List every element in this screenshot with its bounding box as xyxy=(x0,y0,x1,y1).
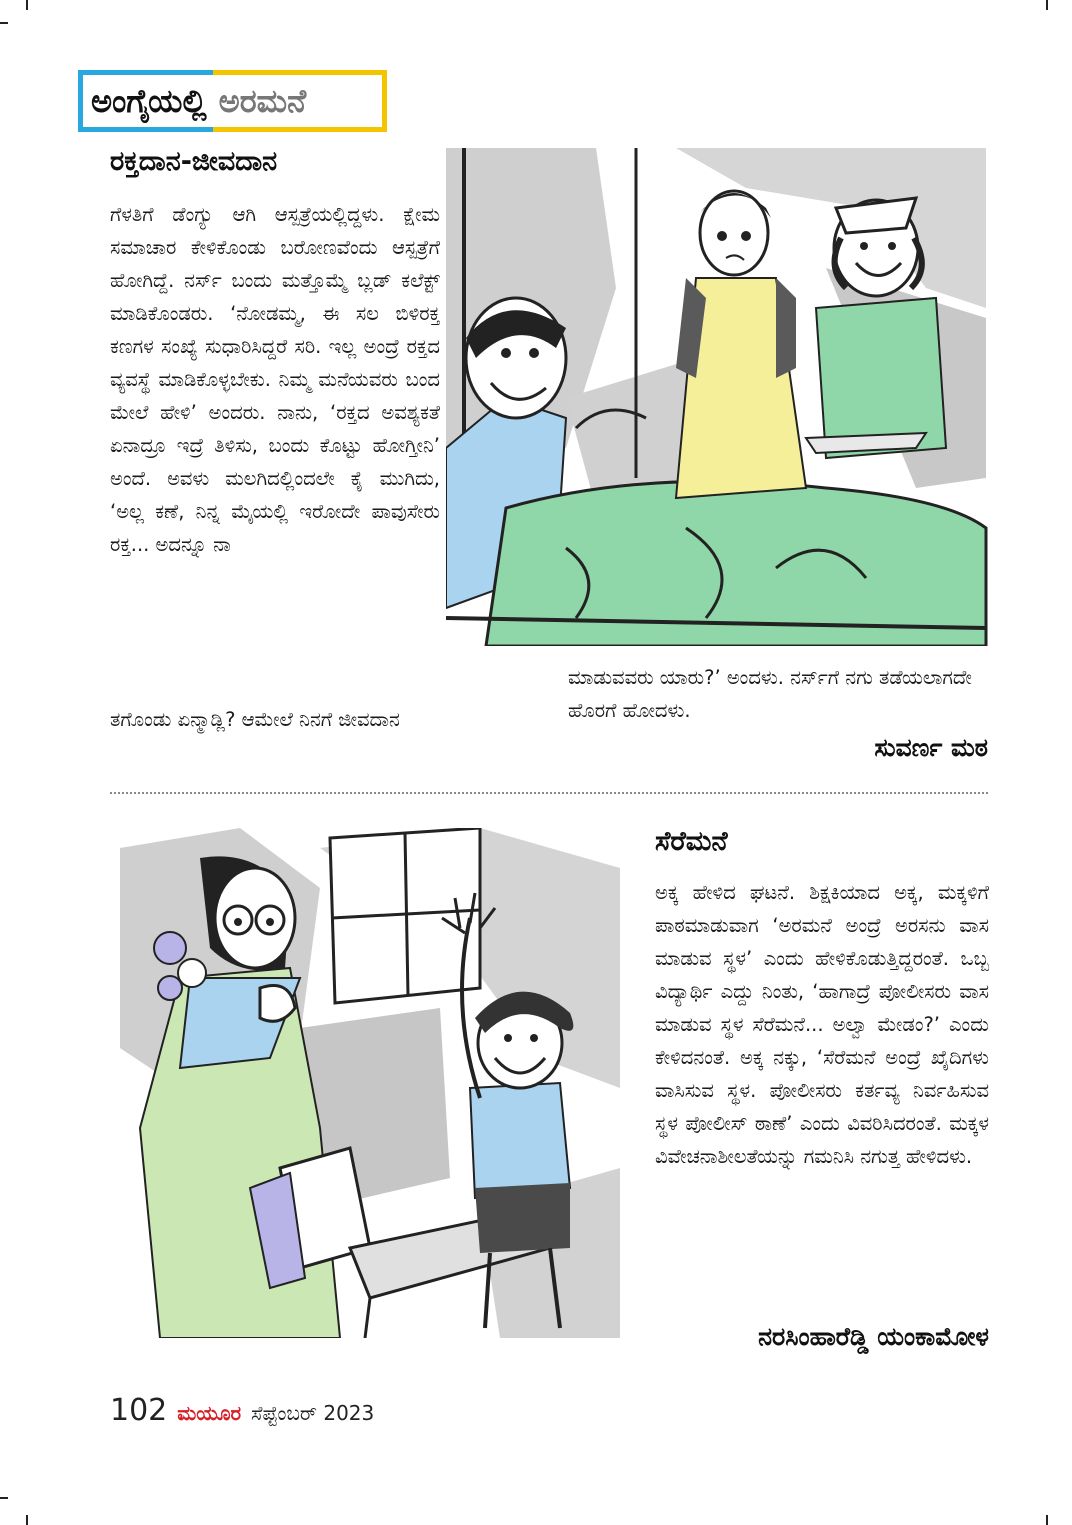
crop-mark xyxy=(26,0,28,10)
section-logo-right: ಅರಮನೆ xyxy=(213,70,387,132)
story1-body-wide xyxy=(110,703,530,736)
classroom-illustration xyxy=(120,828,620,1338)
page-footer xyxy=(110,1393,374,1428)
story1-paragraph-right: ಮಾಡುವವರು ಯಾರು?’ ಅಂದಳು. ನರ್ಸ್‌ಗೆ ನಗು ತಡೆಯಲಾಗದೇ ಹೊರಗೆ ಹೋದಳು. xyxy=(568,666,972,722)
crop-mark xyxy=(1046,0,1048,10)
crop-mark xyxy=(1046,1515,1048,1525)
classroom-illustration-drawing xyxy=(120,828,620,1338)
story1-body-right xyxy=(568,661,988,727)
story2-title: ಸೆರೆಮನೆ xyxy=(655,826,728,857)
crop-mark xyxy=(26,1515,28,1525)
crop-mark xyxy=(0,1497,8,1499)
story2-author: ನರಸಿಂಹಾರೆಡ್ಡಿ ಯಂಕಾಮೋಳ xyxy=(758,1322,989,1351)
issue-date: ಸೆಪ್ಟೆಂಬರ್ 2023 xyxy=(251,1401,375,1425)
section-logo xyxy=(78,70,387,132)
story1-paragraph-wide: ತಗೊಂಡು ಏನ್ಮಾಡ್ಲಿ? ಆಮೇಲೆ ನಿನಗೆ ಜೀವದಾನ xyxy=(110,708,400,731)
hospital-illustration xyxy=(446,148,988,646)
story1-title: ರಕ್ತದಾನ-ಜೀವದಾನ xyxy=(110,146,278,177)
story-divider xyxy=(110,792,988,794)
section-logo-left: ಅಂಗೈಯಲ್ಲಿ xyxy=(78,70,213,132)
story1-body-main xyxy=(110,198,440,660)
story1-author: ಸುವರ್ಣ ಮಠ xyxy=(874,733,988,762)
magazine-name: ಮಯೂರ xyxy=(177,1401,242,1425)
page-number: 102 xyxy=(110,1393,168,1428)
crop-mark xyxy=(0,22,8,24)
story1-paragraph-main: ಗೆಳತಿಗೆ ಡೆಂಗ್ಯು ಆಗಿ ಆಸ್ಪತ್ರೆಯಲ್ಲಿದ್ದಳು. ಕ್ಷೇಮ ಸಮಾಚಾರ ಕೇಳಿಕೊಂಡು ಬರೋಣವೆಂದು ಆಸ್ಪತ್ರೆಗೆ ಹೋಗಿದ್ದೆ. ನರ್ಸ್ ಬಂದು ಮತ್ತೊಮ್ಮೆ ಬ್ಲಡ್ ಕಲೆಕ್ಟ್ ಮಾಡಿಕೊಂಡರು. ‘ನೋಡಮ್ಮ, ಈ ಸಲ ಬಿಳಿರಕ್ತ ಕಣಗಳ ಸಂಖ್ಯೆ ಸುಧಾರಿಸಿದ್ದರೆ ಸರಿ. ಇಲ್ಲ ಅಂದ್ರೆ ರಕ್ತದ ವ್ಯವಸ್ಥೆ ಮಾಡಿಕೊಳ್ಳಬೇಕು. ನಿಮ್ಮ ಮನೆಯವರು ಬಂದ ಮೇಲೆ ಹೇಳಿ’ ಅಂದರು. ನಾನು, ‘ರಕ್ತದ ಅವಶ್ಯಕತೆ ಏನಾದ್ರೂ ಇದ್ರೆ ತಿಳಿಸು, ಬಂದು ಕೊಟ್ಟು ಹೋಗ್ತೀನಿ’ ಅಂದೆ. ಅವಳು ಮಲಗಿದಲ್ಲಿಂದಲೇ ಕೈ ಮುಗಿದು, ‘ಅಲ್ಲ ಕಣೆ, ನಿನ್ನ ಮೈಯಲ್ಲಿ ಇರೋದೇ ಪಾವುಸೇರು ರಕ್ತ... ಅದನ್ನೂ ನಾ xyxy=(110,203,440,556)
hospital-illustration-drawing xyxy=(446,148,988,646)
story2-body xyxy=(655,876,989,1173)
story2-paragraph: ಅಕ್ಕ ಹೇಳಿದ ಘಟನೆ. ಶಿಕ್ಷಕಿಯಾದ ಅಕ್ಕ, ಮಕ್ಕಳಿಗೆ ಪಾಠಮಾಡುವಾಗ ‘ಅರಮನೆ ಅಂದ್ರೆ ಅರಸನು ವಾಸ ಮಾಡುವ ಸ್ಥಳ’ ಎಂದು ಹೇಳಿಕೊಡುತ್ತಿದ್ದರಂತೆ. ಒಬ್ಬ ವಿದ್ಯಾರ್ಥಿ ಎದ್ದು ನಿಂತು, ‘ಹಾಗಾದ್ರೆ ಪೋಲೀಸರು ವಾಸ ಮಾಡುವ ಸ್ಥಳ ಸೆರೆಮನೆ... ಅಲ್ವಾ ಮೇಡಂ?’ ಎಂದು ಕೇಳಿದನಂತೆ. ಅಕ್ಕ ನಕ್ಕು, ‘ಸೆರೆಮನೆ ಅಂದ್ರೆ ಖೈದಿಗಳು ವಾಸಿಸುವ ಸ್ಥಳ. ಪೋಲೀಸರು ಕರ್ತವ್ಯ ನಿರ್ವಹಿಸುವ ಸ್ಥಳ ಪೋಲೀಸ್ ಠಾಣೆ’ ಎಂದು ವಿವರಿಸಿದರಂತೆ. ಮಕ್ಕಳ ವಿವೇಚನಾಶೀಲತೆಯನ್ನು ಗಮನಿಸಿ ನಗುತ್ತ ಹೇಳಿದಳು. xyxy=(655,881,989,1168)
